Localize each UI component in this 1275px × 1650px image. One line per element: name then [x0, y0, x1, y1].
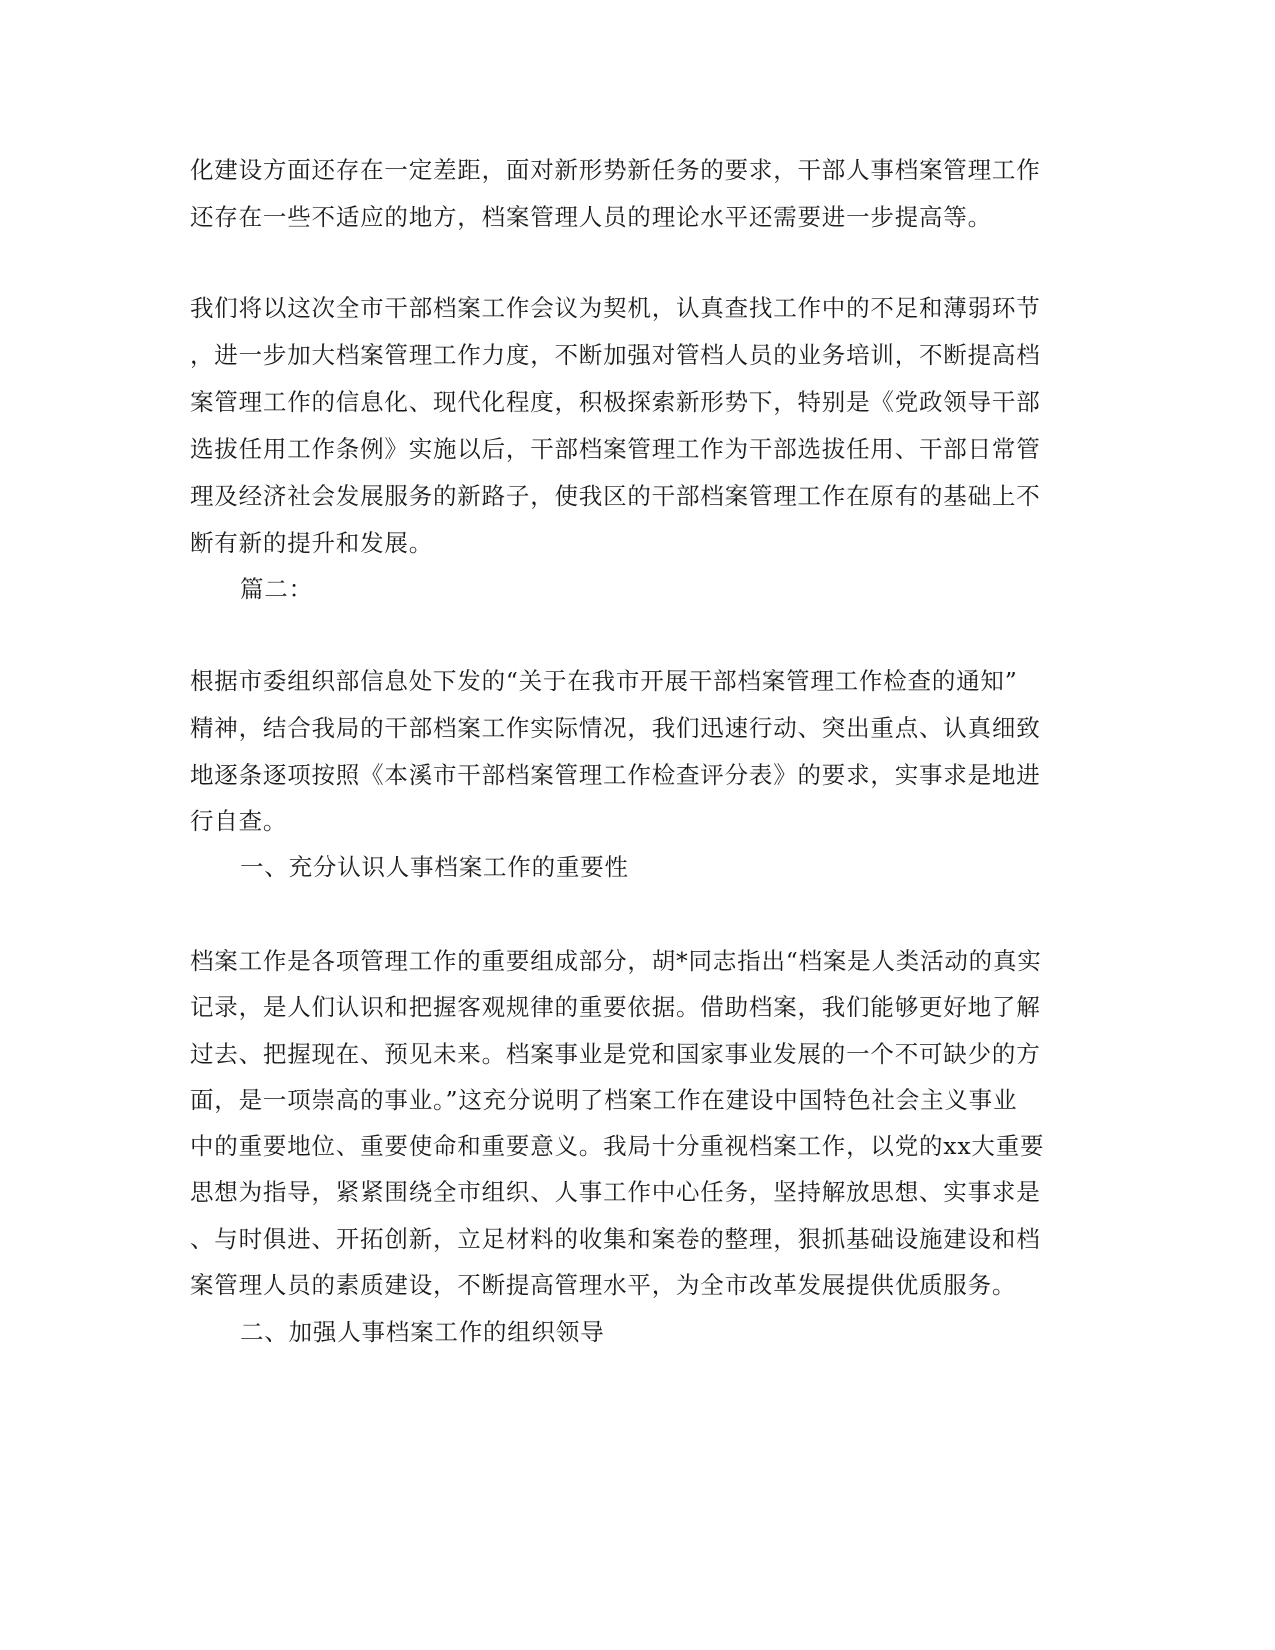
text-line: 地逐条逐项按照《本溪市干部档案管理工作检查评分表》的要求，实事求是地进: [190, 761, 1041, 789]
text-line: 思想为指导，紧紧围绕全市组织、人事工作中心任务，坚持解放思想、实事求是: [190, 1178, 1041, 1206]
section-heading: 二、加强人事档案工作的组织领导: [240, 1318, 605, 1346]
text-line: 断有新的提升和发展。: [190, 529, 433, 557]
text-line: 面，是一项崇高的事业。”这充分说明了档案工作在建设中国特色社会主义事业: [190, 1086, 1018, 1114]
text-line: 选拔任用工作条例》实施以后，干部档案管理工作为干部选拔任用、干部日常管: [190, 435, 1041, 463]
text-line: ，进一步加大档案管理工作力度，不断加强对管档人员的业务培训，不断提高档: [190, 341, 1041, 369]
text-line: 化建设方面还存在一定差距，面对新形势新任务的要求，干部人事档案管理工作: [190, 156, 1041, 184]
text-line: 案管理工作的信息化、现代化程度，积极探索新形势下，特别是《党政领导干部: [190, 388, 1041, 416]
text-line: 我们将以这次全市干部档案工作会议为契机，认真查找工作中的不足和薄弱环节: [190, 294, 1041, 322]
text-line: 精神，结合我局的干部档案工作实际情况，我们迅速行动、突出重点、认真细致: [190, 714, 1041, 742]
text-line: 、与时俱进、开拓创新，立足材料的收集和案卷的整理，狠抓基础设施建设和档: [190, 1225, 1041, 1253]
text-line: 还存在一些不适应的地方，档案管理人员的理论水平还需要进一步提高等。: [190, 203, 992, 231]
section-heading: 一、充分认识人事档案工作的重要性: [240, 853, 629, 881]
text-line: 理及经济社会发展服务的新路子，使我区的干部档案管理工作在原有的基础上不: [190, 482, 1041, 510]
text-line: 行自查。: [190, 807, 288, 835]
text-line: 根据市委组织部信息处下发的“关于在我市开展干部档案管理工作检查的通知”: [190, 667, 1018, 695]
text-line: 案管理人员的素质建设，不断提高管理水平，为全市改革发展提供优质服务。: [190, 1271, 1017, 1299]
text-line: 过去、把握现在、预见未来。档案事业是党和国家事业发展的一个不可缺少的方: [190, 1040, 1041, 1068]
text-line: 中的重要地位、重要使命和重要意义。我局十分重视档案工作，以党的xx大重要: [190, 1132, 1045, 1160]
text-line: 档案工作是各项管理工作的重要组成部分，胡*同志指出“档案是人类活动的真实: [190, 947, 1042, 975]
text-line: 记录，是人们认识和把握客观规律的重要依据。借助档案，我们能够更好地了解: [190, 993, 1041, 1021]
section-heading: 篇二：: [240, 575, 313, 603]
